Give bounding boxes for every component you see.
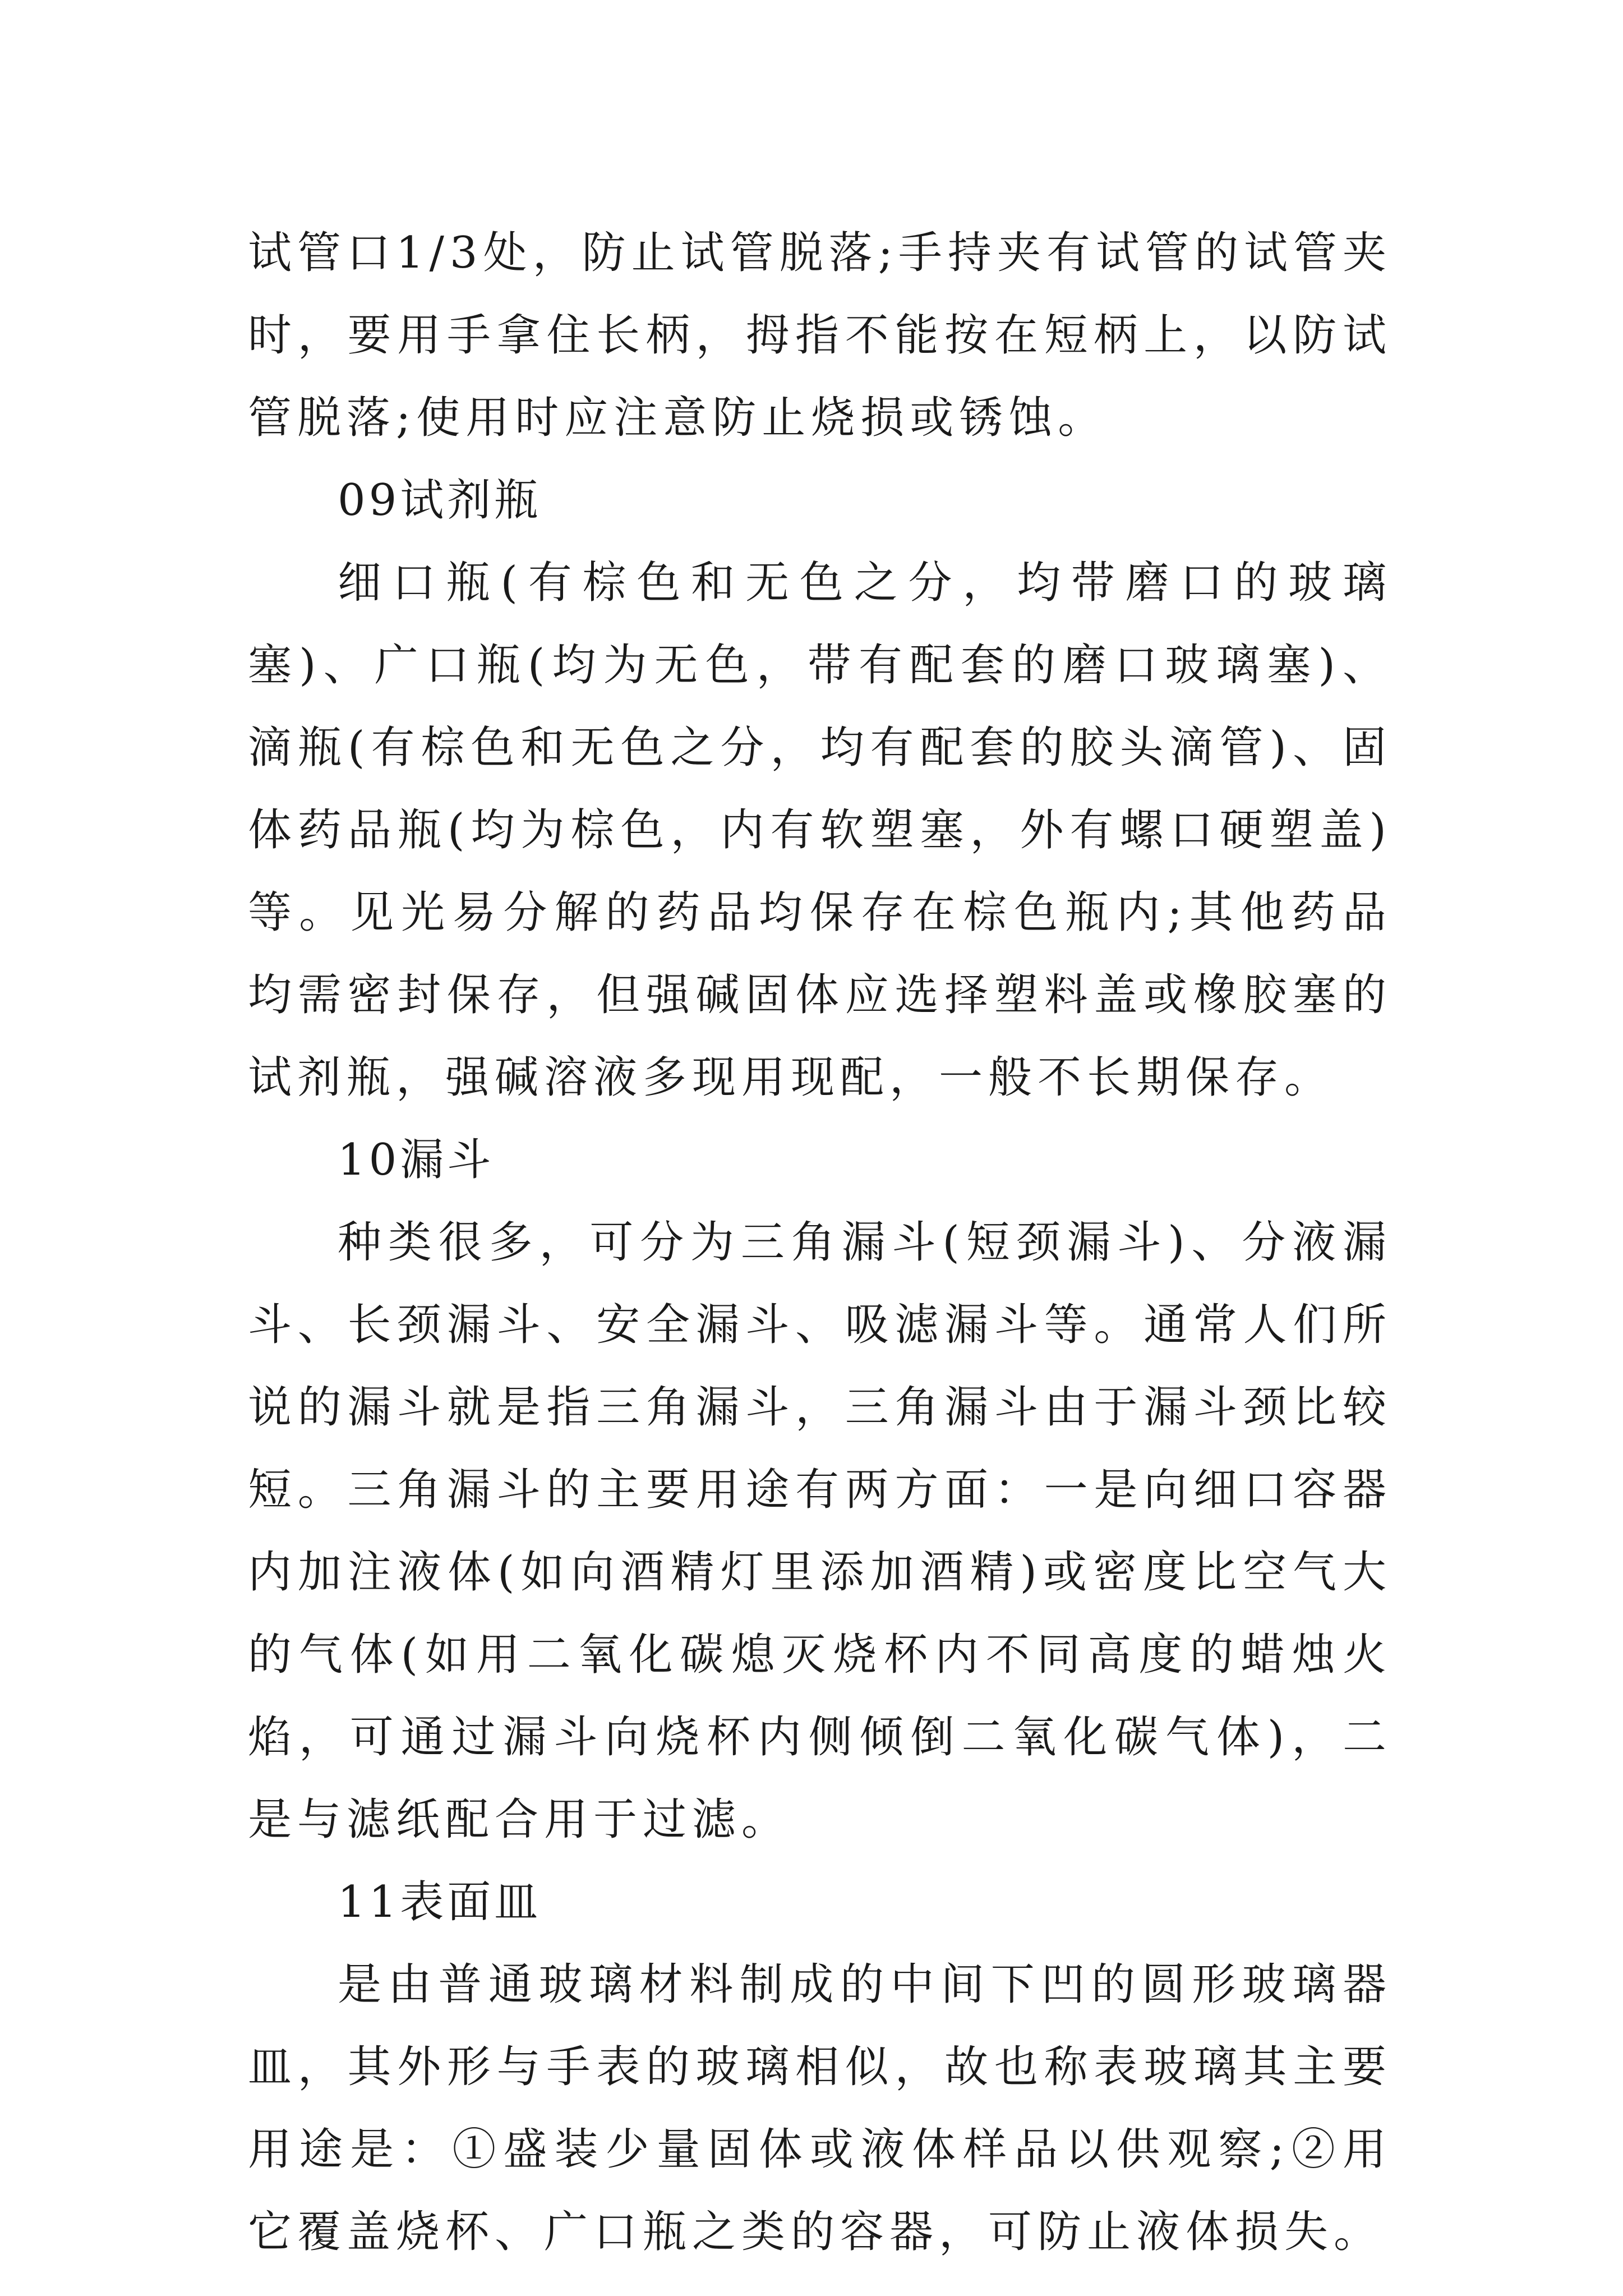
paragraph-funnel: 种类很多，可分为三角漏斗(短颈漏斗)、分液漏斗、长颈漏斗、安全漏斗、吸滤漏斗等。通常人们所说的漏斗就是指三角漏斗，三角漏斗由于漏斗颈比较短。三角漏斗的主要用途有两方面：一是向细口容器内加注液体(如向酒精灯里添加酒精)或密度比空气大的气体(如用二氧化碳熄灭烧杯内不同高度的蜡烛火焰，可通过漏斗向烧杯内侧倾倒二氧化碳气体)，二是与滤纸配合用于过滤。 bbox=[248, 1217, 1392, 1845]
section-heading-reagent-bottle: 09试剂瓶 bbox=[338, 475, 542, 526]
section-heading-funnel: 10漏斗 bbox=[338, 1135, 495, 1185]
document-body bbox=[248, 212, 1392, 2274]
paragraph-test-tube-clamp-usage: 试管口1/3处，防止试管脱落;手持夹有试管的试管夹时，要用手拿住长柄，拇指不能按在短柄上，以防试管脱落;使用时应注意防止烧损或锈蚀。 bbox=[248, 228, 1392, 443]
paragraph-watch-glass: 是由普通玻璃材料制成的中间下凹的圆形玻璃器皿，其外形与手表的玻璃相似，故也称表玻璃其主要用途是：①盛装少量固体或液体样品以供观察;②用它覆盖烧杯、广口瓶之类的容器，可防止液体损失。 bbox=[248, 1959, 1392, 2257]
section-heading-watch-glass: 11表面皿 bbox=[338, 1877, 542, 1927]
paragraph-reagent-bottle: 细口瓶(有棕色和无色之分，均带磨口的玻璃塞)、广口瓶(均为无色，带有配套的磨口玻璃塞)、滴瓶(有棕色和无色之分，均有配套的胶头滴管)、固体药品瓶(均为棕色，内有软塑塞，外有螺口硬塑盖)等。见光易分解的药品均保存在棕色瓶内;其他药品均需密封保存，但强碱固体应选择塑料盖或橡胶塞的试剂瓶，强碱溶液多现用现配，一般不长期保存。 bbox=[248, 558, 1392, 1103]
